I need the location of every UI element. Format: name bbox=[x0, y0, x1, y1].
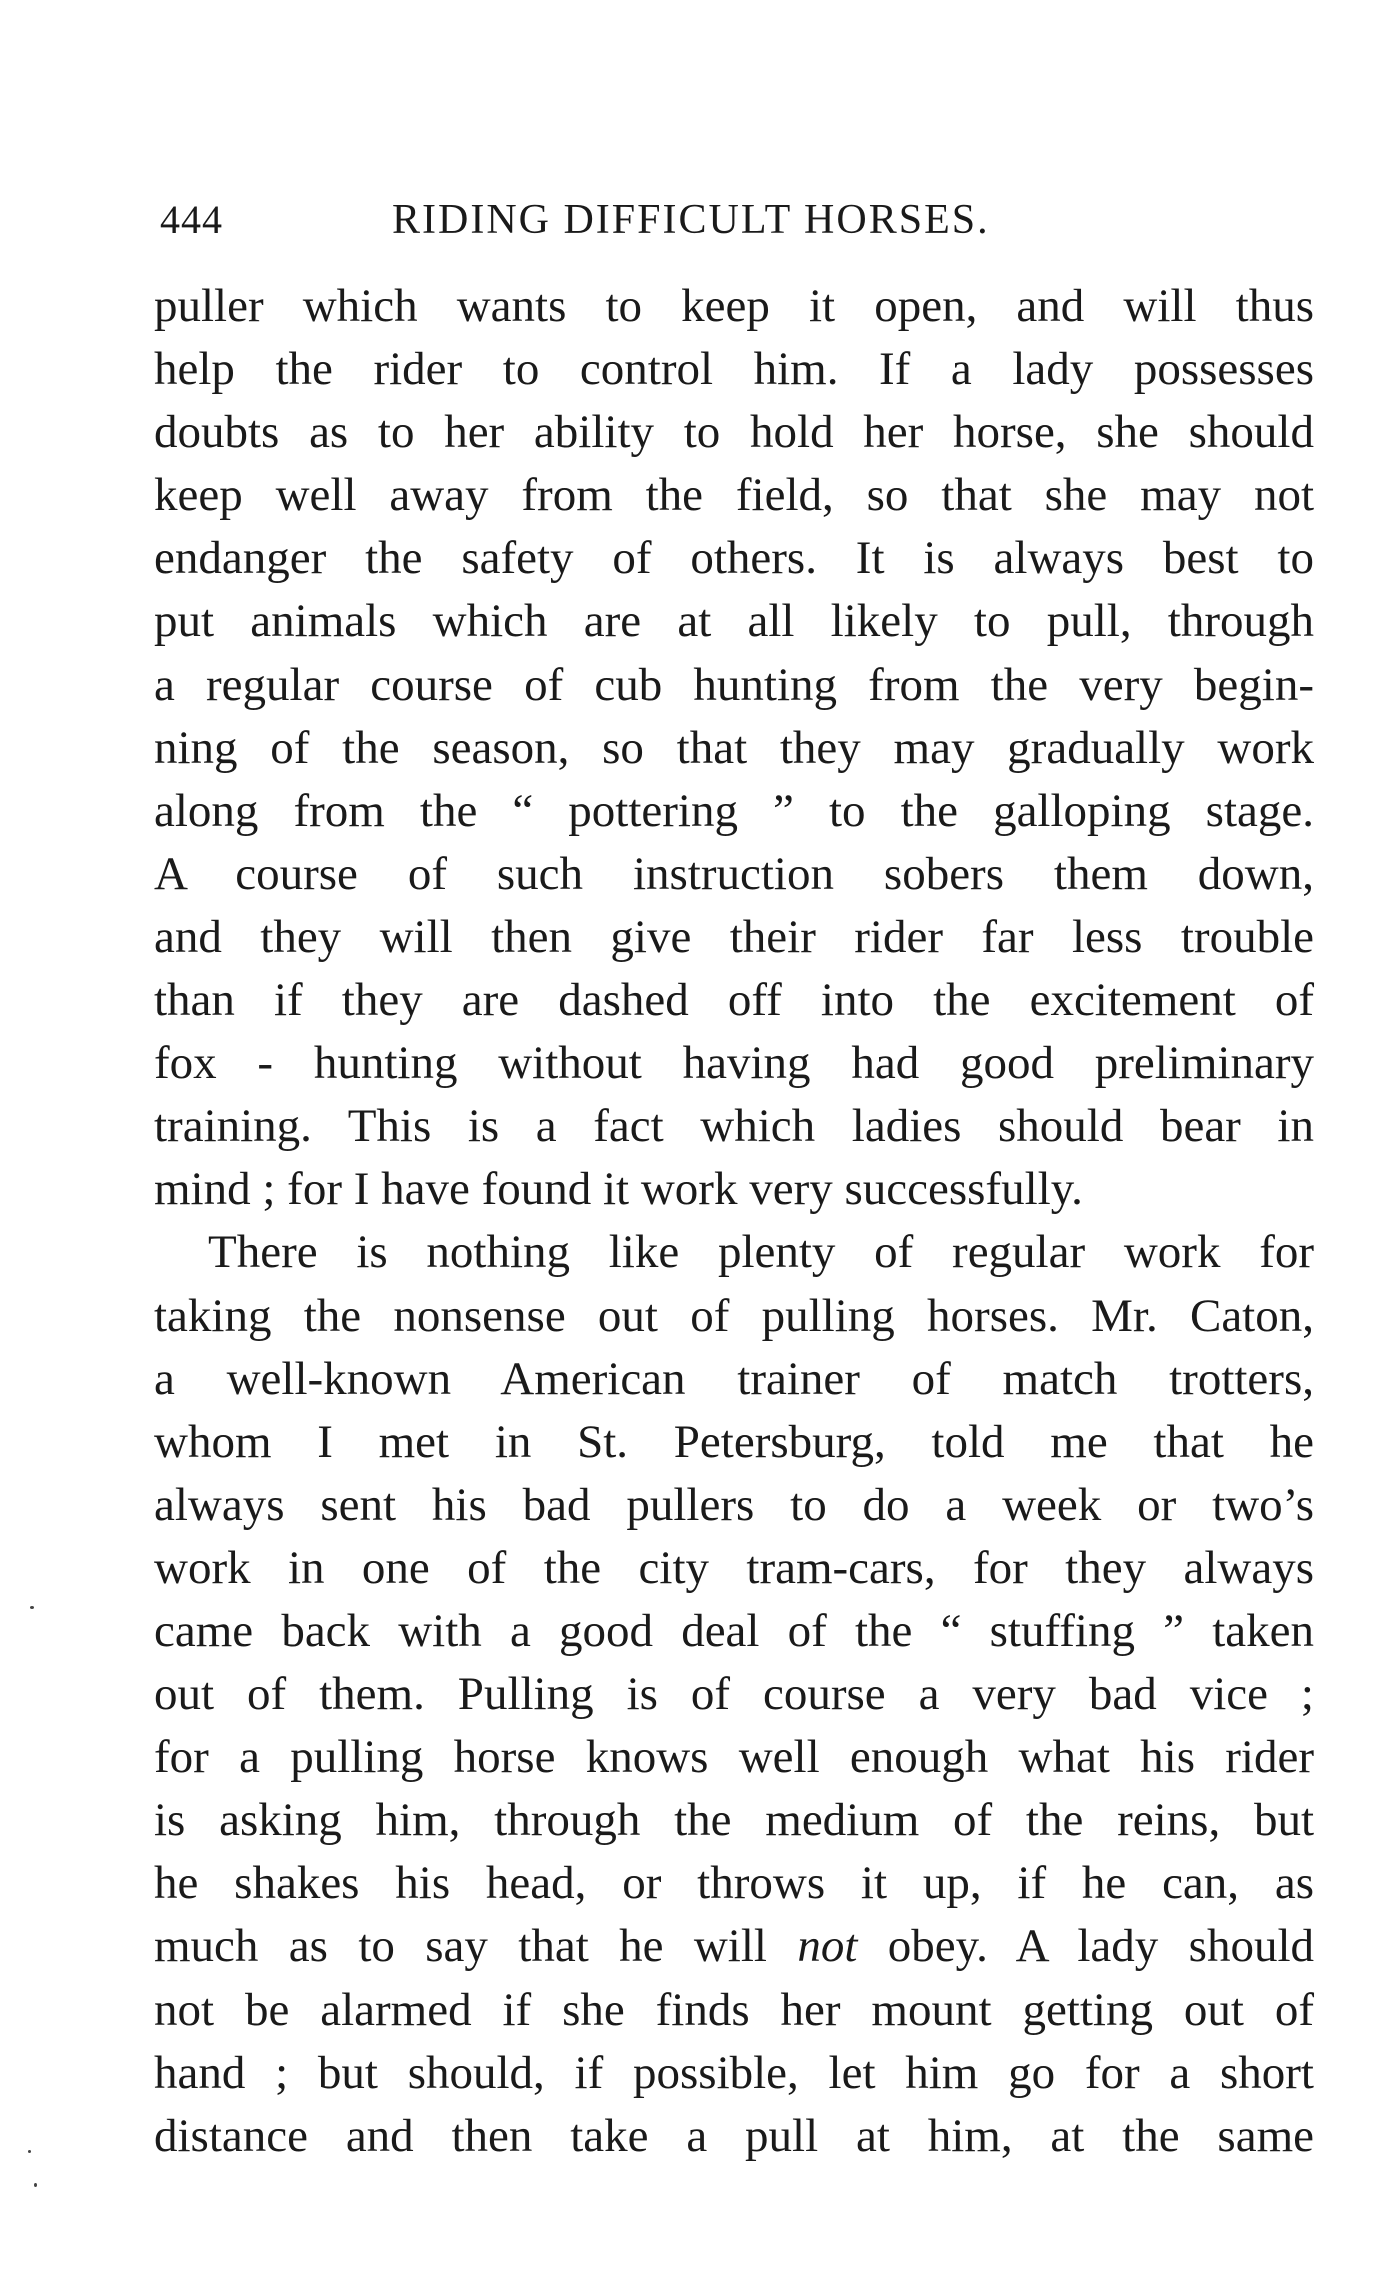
text-line: came back with a good deal of the “ stuffing ” taken bbox=[154, 1604, 1314, 1657]
text-line: along from the “ pottering ” to the galloping stage. bbox=[154, 784, 1314, 837]
scan-speck bbox=[34, 2183, 37, 2187]
text-line: keep well away from the field, so that she may not bbox=[154, 469, 1314, 522]
text-line: help the rider to control him. If a lady possesses bbox=[154, 343, 1314, 396]
scan-speck bbox=[30, 1606, 34, 1609]
text-line: endanger the safety of others. It is always best to bbox=[154, 532, 1314, 585]
text-line: a well-known American trainer of match trotters, bbox=[154, 1352, 1314, 1405]
text-line: ning of the season, so that they may gradually work bbox=[154, 721, 1314, 774]
scan-speck bbox=[28, 2150, 31, 2153]
text-line: fox - hunting without having had good preliminary bbox=[154, 1037, 1314, 1090]
running-head: RIDING DIFFICULT HORSES. bbox=[392, 197, 990, 243]
body-text bbox=[154, 275, 1314, 2168]
line-text: obey. A lady should bbox=[857, 1920, 1314, 1973]
text-line: A course of such instruction sobers them down, bbox=[154, 847, 1314, 900]
text-line: is asking him, through the medium of the reins, but bbox=[154, 1794, 1314, 1847]
text-line: doubts as to her ability to hold her horse, she should bbox=[154, 406, 1314, 459]
page-number: 444 bbox=[160, 197, 223, 242]
line-text: much as to say that he will bbox=[154, 1920, 798, 1973]
text-line: hand ; but should, if possible, let him go for a short bbox=[154, 2046, 1314, 2099]
text-line: a regular course of cub hunting from the very begin- bbox=[154, 658, 1314, 711]
text-line: work in one of the city tram-cars, for they always bbox=[154, 1541, 1314, 1594]
text-line: and they will then give their rider far less trouble bbox=[154, 910, 1314, 963]
text-line: always sent his bad pullers to do a week or two’s bbox=[154, 1478, 1314, 1531]
paragraph-last-line: mind ; for I have found it work very successfully. bbox=[154, 1163, 1083, 1216]
text-line: he shakes his head, or throws it up, if he can, as bbox=[154, 1857, 1314, 1910]
text-line: distance and then take a pull at him, at the same bbox=[154, 2109, 1314, 2162]
text-line: training. This is a fact which ladies should bear in bbox=[154, 1100, 1314, 1153]
text-line: out of them. Pulling is of course a very bad vice ; bbox=[154, 1668, 1314, 1721]
text-line: put animals which are at all likely to pull, through bbox=[154, 595, 1314, 648]
text-line-with-italic bbox=[154, 1915, 1314, 1978]
text-line: than if they are dashed off into the excitement of bbox=[154, 974, 1314, 1027]
paragraph-first-line: There is nothing like plenty of regular work for bbox=[208, 1226, 1314, 1279]
text-line: whom I met in St. Petersburg, told me that he bbox=[154, 1415, 1314, 1468]
page-header bbox=[160, 196, 1320, 256]
text-line: taking the nonsense out of pulling horses. Mr. Caton, bbox=[154, 1289, 1314, 1342]
text-line: not be alarmed if she finds her mount getting out of bbox=[154, 1983, 1314, 2036]
text-line: for a pulling horse knows well enough what his rider bbox=[154, 1731, 1314, 1784]
italic-emphasis: not bbox=[797, 1920, 858, 1973]
text-line: puller which wants to keep it open, and will thus bbox=[154, 280, 1314, 332]
